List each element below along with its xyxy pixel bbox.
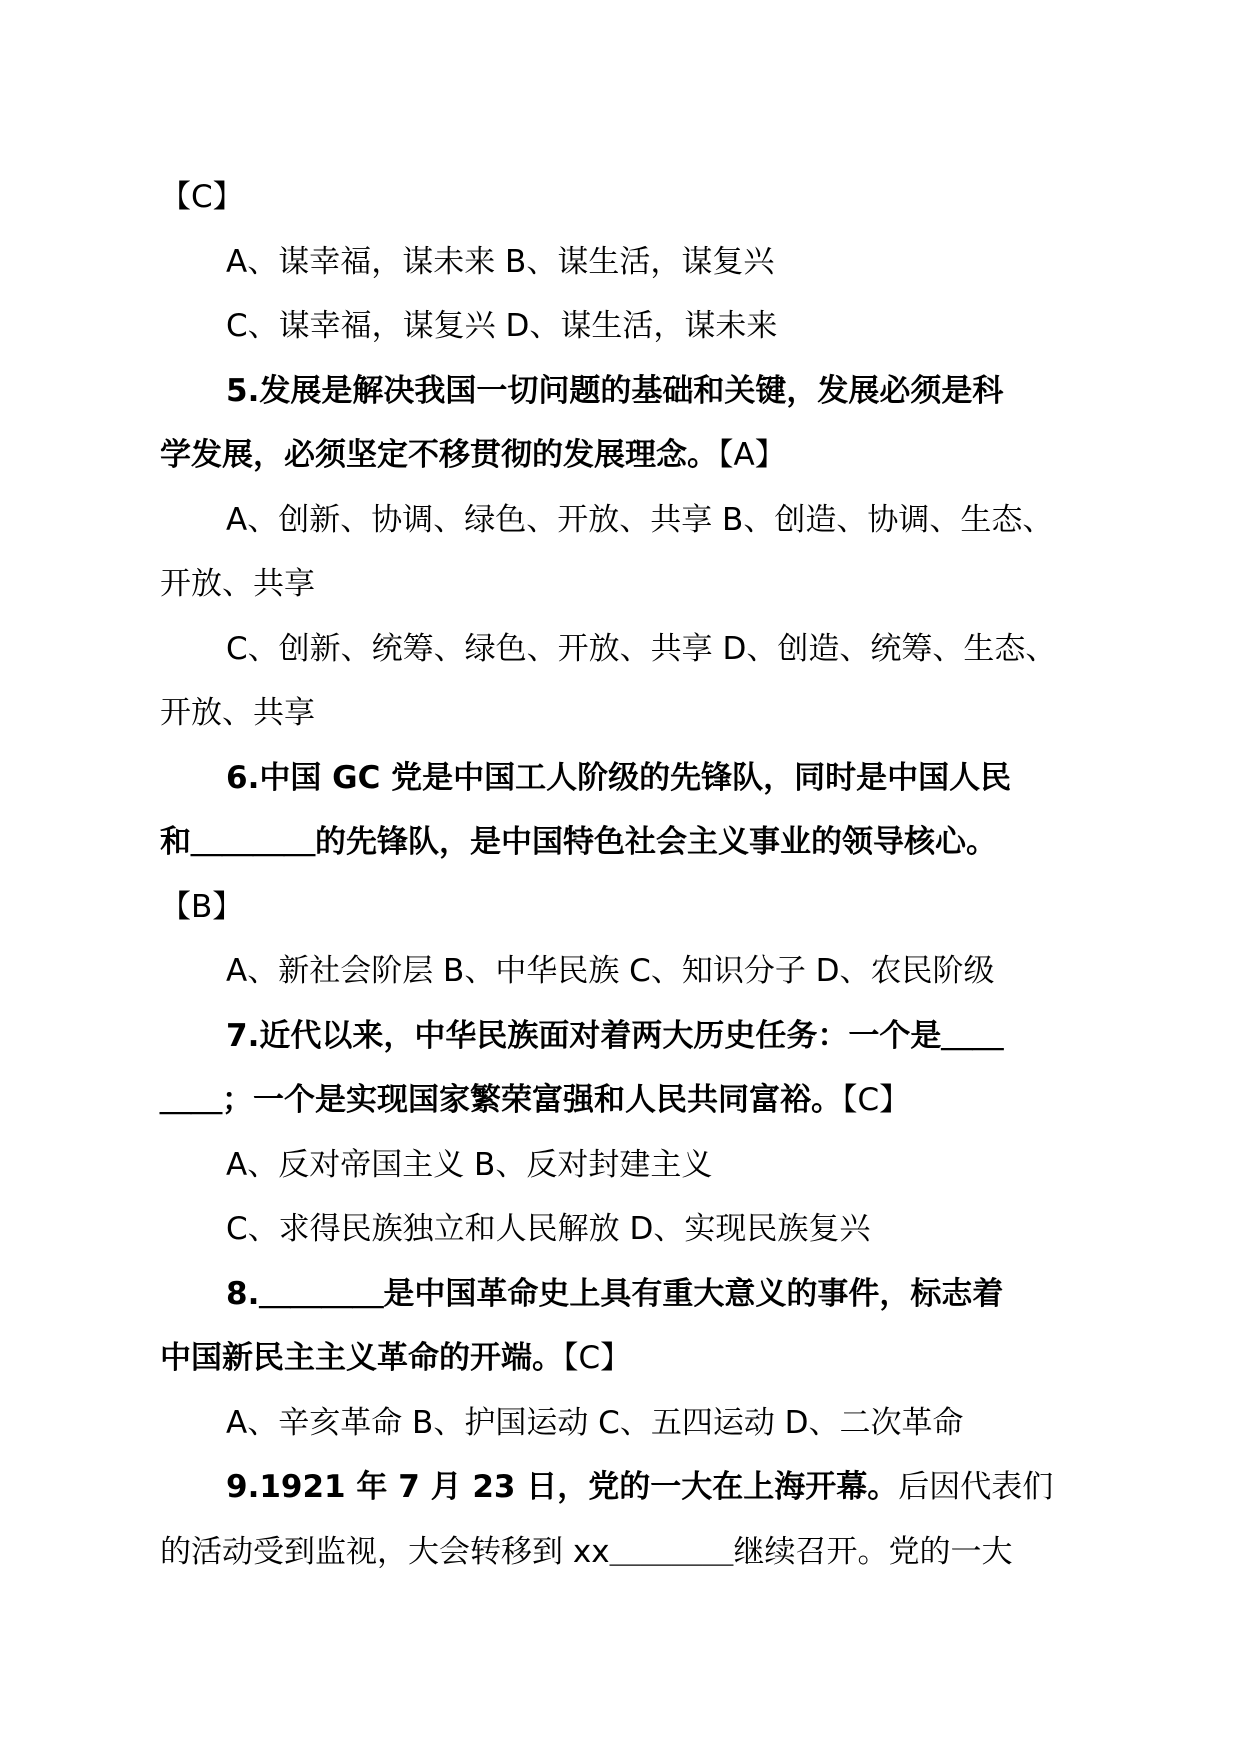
body-text: 开放、共享 <box>160 566 315 602</box>
question-text: 和＿＿＿＿的先锋队，是中国特色社会主义事业的领导核心。 <box>160 824 997 860</box>
text-line <box>160 617 1120 682</box>
text-line <box>160 230 1120 295</box>
body-text: 开放、共享 <box>160 695 315 731</box>
text-line <box>160 1133 1120 1198</box>
body-text: 【C】 <box>160 179 244 215</box>
body-text: A、新社会阶层 B、中华民族 C、知识分子 D、农民阶级 <box>226 953 995 989</box>
body-text: 的活动受到监视，大会转移到 xx＿＿＿＿继续召开。党的一大 <box>160 1533 1013 1570</box>
text-line <box>160 423 1120 488</box>
question-text: ＿＿；一个是实现国家繁荣富强和人民共同富裕。 <box>160 1082 842 1118</box>
text-line <box>160 294 1120 359</box>
text-line <box>160 1455 1120 1520</box>
text-line <box>160 165 1120 230</box>
body-text: 后因代表们 <box>898 1469 1054 1505</box>
document-page <box>160 165 1120 1584</box>
body-text: 【C】 <box>563 1340 632 1376</box>
question-text: 中国新民主主义革命的开端。 <box>160 1340 563 1376</box>
text-line <box>160 1068 1120 1133</box>
body-text: 【B】 <box>160 888 244 925</box>
body-text: A、创新、协调、绿色、开放、共享 B、创造、协调、生态、 <box>226 501 1054 538</box>
text-line <box>160 488 1120 553</box>
text-line <box>160 875 1120 940</box>
body-text: C、谋幸福，谋复兴 D、谋生活，谋未来 <box>226 308 778 344</box>
question-text: 8.＿＿＿＿是中国革命史上具有重大意义的事件，标志着 <box>226 1275 1004 1312</box>
text-line <box>160 552 1120 617</box>
body-text: 【C】 <box>842 1082 911 1118</box>
body-text: A、谋幸福，谋未来 B、谋生活，谋复兴 <box>226 243 775 280</box>
text-line <box>160 1004 1120 1069</box>
text-line <box>160 1262 1120 1327</box>
question-text: 6.中国 GC 党是中国工人阶级的先锋队，同时是中国人民 <box>226 759 1012 796</box>
question-text: 9.1921 年 7 月 23 日，党的一大在上海开幕。 <box>226 1469 899 1505</box>
text-line <box>160 746 1120 811</box>
text-line <box>160 681 1120 746</box>
text-line <box>160 359 1120 424</box>
question-text: 7.近代以来，中华民族面对着两大历史任务：一个是＿＿ <box>226 1017 1004 1054</box>
text-line <box>160 1197 1120 1262</box>
body-text: A、辛亥革命 B、护国运动 C、五四运动 D、二次革命 <box>226 1404 964 1441</box>
text-line <box>160 810 1120 875</box>
text-line <box>160 1520 1120 1585</box>
text-line <box>160 939 1120 1004</box>
question-text: 学发展，必须坚定不移贯彻的发展理念。 <box>160 437 718 473</box>
question-text: 5.发展是解决我国一切问题的基础和关键，发展必须是科 <box>226 372 1004 409</box>
body-text: A、反对帝国主义 B、反对封建主义 <box>226 1146 713 1183</box>
body-text: 【A】 <box>718 437 786 473</box>
text-line <box>160 1326 1120 1391</box>
body-text: C、创新、统筹、绿色、开放、共享 D、创造、统筹、生态、 <box>226 630 1057 667</box>
body-text: C、求得民族独立和人民解放 D、实现民族复兴 <box>226 1211 871 1247</box>
text-line <box>160 1391 1120 1456</box>
